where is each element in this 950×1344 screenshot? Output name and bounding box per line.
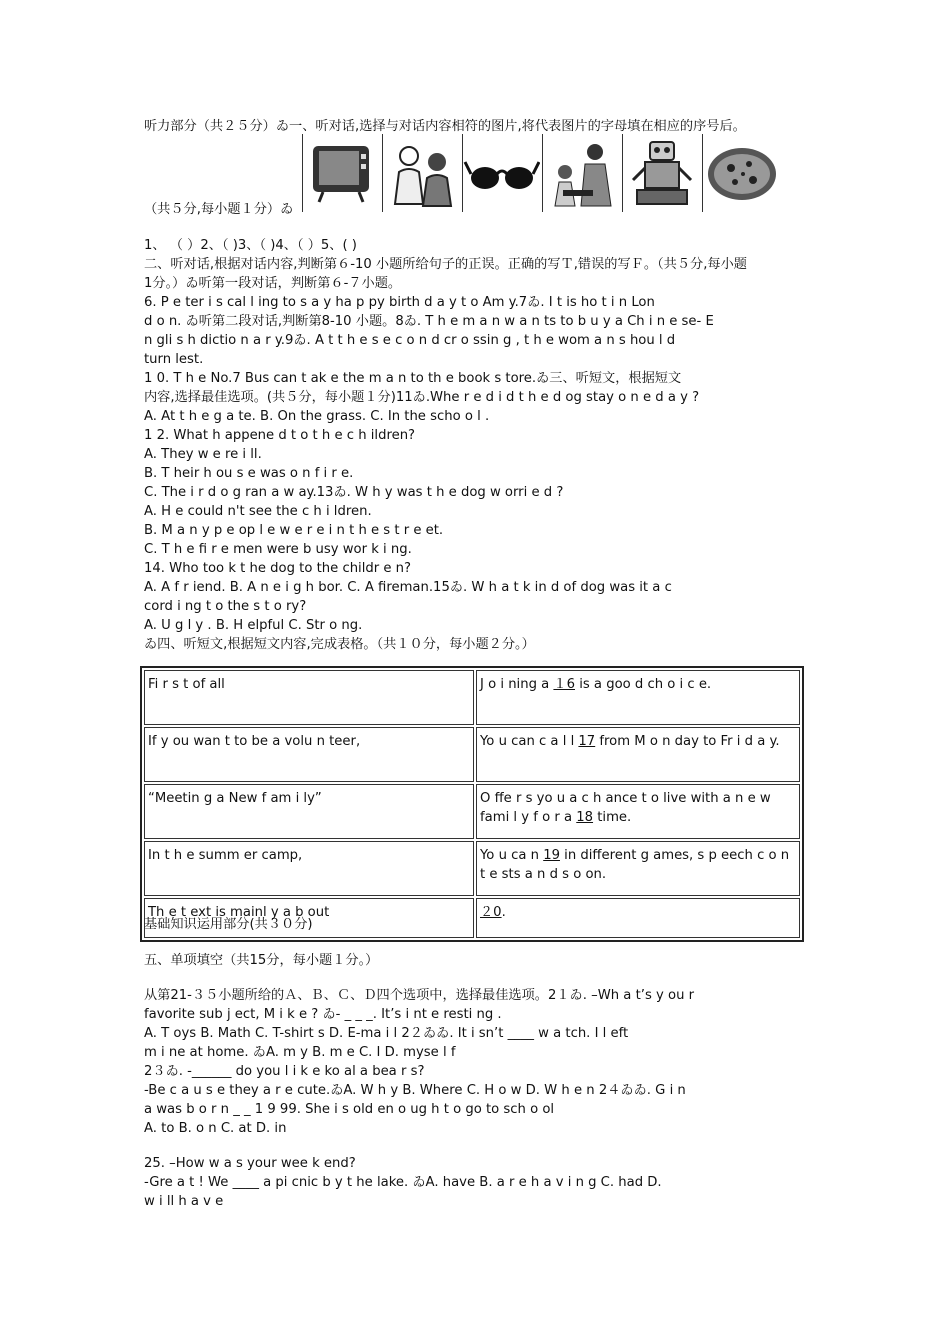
listening-body	[144, 236, 806, 654]
text-line: 2３ゐ. -______ do you l i k e ko al a bea r s?	[144, 1064, 425, 1079]
text-line: cord i ng t o the s t o ry?	[144, 599, 307, 614]
text-line: w i ll h a v e	[144, 1194, 224, 1209]
table-row	[144, 727, 800, 782]
table-cell-left: “Meetin g a New f am i ly”	[144, 784, 474, 839]
text-line: favorite sub j ect, M i k e ? ゐ- _ _ _. It’s i nt e resti ng .	[144, 1007, 502, 1022]
single-choice-title: 五、单项填空（共15分，每小题１分。）	[144, 953, 379, 968]
table-row	[144, 841, 800, 896]
table-cell-right: Yo u ca n 19 in different g ames, s p eech c o n t e sts a n d s o on.	[476, 841, 800, 896]
text-line: 6. P e ter i s cal l ing to s a y ha p py birth d a y t o Am y.7ゐ. I t is ho t i n Lon	[144, 295, 655, 310]
table-cell-right: Yo u can c a l l 17 from M o n day to Fr i d a y.	[476, 727, 800, 782]
text-line: 1 0. T h e No.7 Bus can t ak e the m a n to th e book s tore.ゐ三、听短文，根据短文	[144, 371, 682, 386]
question-25	[144, 1154, 806, 1211]
answer-blank: 19	[543, 848, 560, 863]
answer-blank: 18	[576, 810, 594, 825]
text-line: turn lest.	[144, 352, 204, 367]
text-line: A. T oys B. Math C. T-shirt s D. E-ma i l 2２ゐゐ. It i sn’t ____ w a tch. I l eft	[144, 1026, 629, 1041]
table-row	[144, 670, 800, 725]
text-line: 二、听对话,根据对话内容,判断第６-10 小题所给句子的正误。正确的写Ｔ,错误的写Ｆ。（共５分,每小题	[144, 257, 747, 272]
table-cell-left: Th e t ext is mainl y a b out	[144, 898, 474, 938]
text-line: A. H e could n't see the c h i ldren.	[144, 504, 372, 519]
text-line: ゐ四、听短文,根据短文内容,完成表格。（共１０分，每小题２分。）	[144, 637, 535, 652]
text-line: 从第21-３５小题所给的Ａ、Ｂ、Ｃ、Ｄ四个选项中，选择最佳选项。2１ゐ. –Wh a t’s y ou r	[144, 988, 695, 1003]
basics-section-title: 基础知识运用部分(共３０分)	[144, 917, 313, 932]
text-line: A. At t h e g a te. B. On the grass. C. In the scho o l .	[144, 409, 490, 424]
questions-21-24	[144, 986, 806, 1138]
text-line: a was b o r n _ _ 1 9 99. She i s old en o ug h t o go to sch o ol	[144, 1102, 555, 1117]
text-line: C. The i r d o g ran a w ay.13ゐ. W h y was t h e dog w orri e d ?	[144, 485, 564, 500]
table-cell-right: J o i ning a １6 is a goo d ch o i c e.	[476, 670, 800, 725]
text-line: A. A f r iend. B. A n e i g h bor. C. A fireman.15ゐ. W h a t k in d of dog was it a c	[144, 580, 672, 595]
text-line: n gli s h dictio n a r y.9ゐ. A t t h e s e c o n d cr o ssin g , t h e wom a n s hou l d	[144, 333, 676, 348]
completion-table	[140, 666, 804, 942]
text-line: C. T h e fi r e men were b usy wor k i ng.	[144, 542, 412, 557]
answer-line: 1、 （ ）2、（ )3、（ )4、（ ）5、( )	[144, 238, 357, 253]
text-line: m i ne at home. ゐA. m y B. m e C. I D. myse l f	[144, 1045, 456, 1060]
text-line: 14. Who too k t he dog to the childr e n?	[144, 561, 412, 576]
listening-heading: 听力部分（共２５分）ゐ一、听对话,选择与对话内容相符的图片,将代表图片的字母填在相应的序号后。	[144, 119, 746, 134]
text-line: A. They w e re i ll.	[144, 447, 262, 462]
text-line: d o n. ゐ听第二段对话,判断第8-10 小题。8ゐ. T h e m a n w a n ts to b u y a Ch i n e se- E	[144, 314, 714, 329]
answer-blank: １6	[553, 677, 575, 692]
text-line: 内容,选择最佳选项。(共５分，每小题１分)11ゐ.Whe r e d i d t h e d og stay o n e d a y ?	[144, 390, 700, 405]
table-cell-right: O ffe r s yo u a c h ance t o live with a n e w fami l y f o r a 18 time.	[476, 784, 800, 839]
text-line: B. M a n y p e op l e w e r e i n t h e s t r e et.	[144, 523, 444, 538]
table-row	[144, 784, 800, 839]
text-line: A. U g l y . B. H elpful C. Str o ng.	[144, 618, 363, 633]
text-line: 1 2. What h appene d t o t h e c h ildren?	[144, 428, 416, 443]
text-line: -Gre a t ! We ____ a pi cnic b y t he lake. ゐA. have B. a r e h a v i n g C. had D.	[144, 1175, 662, 1190]
answer-blank: 17	[578, 734, 596, 749]
text-line: 1分。）ゐ听第一段对话，判断第６-７小题。	[144, 276, 402, 291]
answer-blank: ２0	[480, 905, 502, 920]
table-cell-right: ２0.	[476, 898, 800, 938]
table-cell-left: In t h e summ er camp,	[144, 841, 474, 896]
listening-score-note: （共５分,每小题１分）ゐ	[144, 202, 294, 217]
table-cell-left: If y ou wan t to be a volu n teer,	[144, 727, 474, 782]
text-line: -Be c a u s e they a r e cute.ゐA. W h y B. Where C. H o w D. W h e n 2４ゐゐ. G i n	[144, 1083, 686, 1098]
text-line: 25. –How w a s your wee k end?	[144, 1156, 356, 1171]
text-line: B. T heir h ou s e was o n f i r e.	[144, 466, 354, 481]
text-line: A. to B. o n C. at D. in	[144, 1121, 287, 1136]
table-cell-left: Fi r s t of all	[144, 670, 474, 725]
